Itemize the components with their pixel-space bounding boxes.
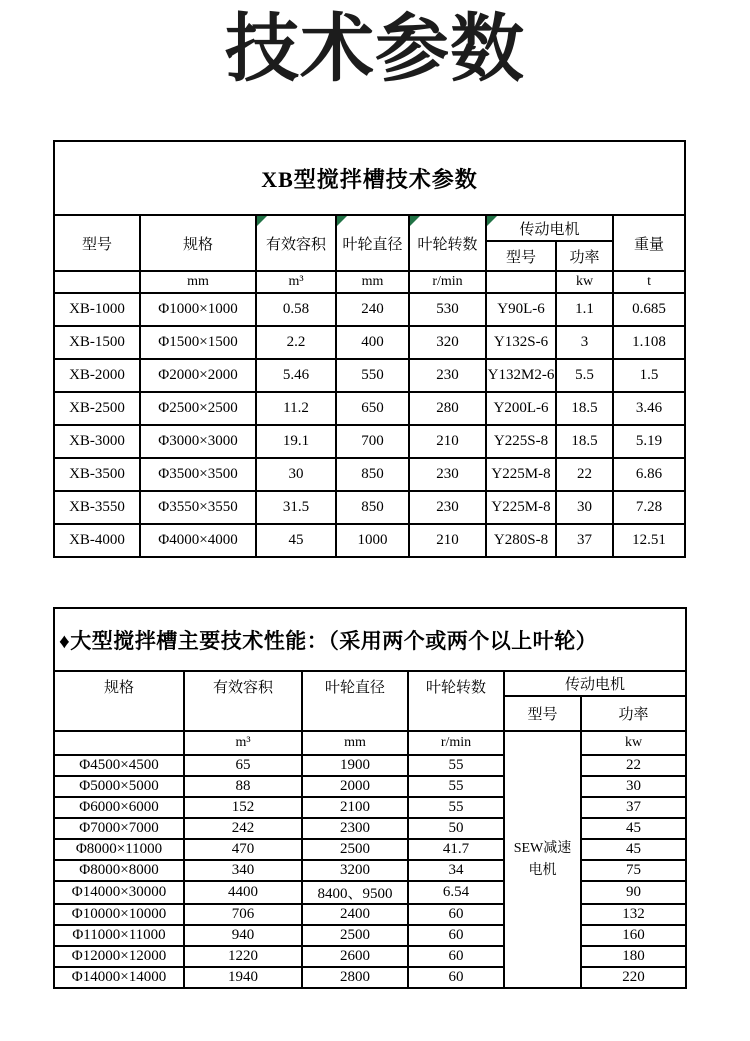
table-cell: 65: [184, 755, 302, 776]
table-row: [54, 359, 685, 392]
header-diameter: 叶轮直径: [302, 671, 408, 731]
table-cell: XB-2500: [54, 392, 140, 425]
table-cell: 2.2: [256, 326, 336, 359]
table-row: [54, 818, 686, 839]
table-cell: 180: [581, 946, 686, 967]
table2-header-row-1: [54, 671, 686, 696]
header-speed: 叶轮转数: [408, 671, 504, 731]
table-cell: Φ8000×11000: [54, 839, 184, 860]
table-cell: Φ3500×3500: [140, 458, 256, 491]
table-row: [54, 797, 686, 818]
table-cell: 11.2: [256, 392, 336, 425]
table-cell: 55: [408, 776, 504, 797]
table-cell: 230: [409, 359, 486, 392]
table-cell: 5.19: [613, 425, 685, 458]
table-cell: Y90L-6: [486, 293, 556, 326]
table-cell: 400: [336, 326, 409, 359]
table-cell: 60: [408, 925, 504, 946]
unit-cell: mm: [302, 731, 408, 755]
table-cell: Φ4000×4000: [140, 524, 256, 557]
unit-cell: m³: [184, 731, 302, 755]
table-cell: 55: [408, 755, 504, 776]
table-row: [54, 425, 685, 458]
table-cell: Φ3000×3000: [140, 425, 256, 458]
table-cell: Y200L-6: [486, 392, 556, 425]
header-motor-model: 型号: [486, 241, 556, 271]
header-motor-model: 型号: [504, 696, 581, 731]
table-cell: Φ4500×4500: [54, 755, 184, 776]
table-cell: 6.54: [408, 881, 504, 904]
table-cell: 0.685: [613, 293, 685, 326]
table-cell: 210: [409, 425, 486, 458]
table-cell: 240: [336, 293, 409, 326]
header-volume: 有效容积: [256, 215, 336, 271]
header-motor-power: 功率: [581, 696, 686, 731]
table-cell: 6.86: [613, 458, 685, 491]
table-cell: Φ10000×10000: [54, 904, 184, 925]
table-cell: Φ5000×5000: [54, 776, 184, 797]
xb-spec-table: [53, 140, 686, 558]
table-cell: 242: [184, 818, 302, 839]
table-cell: Y132M2-6: [486, 359, 556, 392]
table-cell: 470: [184, 839, 302, 860]
table-row: [54, 881, 686, 904]
table-cell: 2600: [302, 946, 408, 967]
table-cell: 4400: [184, 881, 302, 904]
table-cell: 18.5: [556, 392, 613, 425]
table-row: [54, 524, 685, 557]
header-weight: 重量: [613, 215, 685, 271]
table-cell: 19.1: [256, 425, 336, 458]
table-cell: Y132S-6: [486, 326, 556, 359]
table-cell: 60: [408, 904, 504, 925]
header-volume: 有效容积: [184, 671, 302, 731]
table-cell: 2500: [302, 839, 408, 860]
table-cell: Φ11000×11000: [54, 925, 184, 946]
header-diameter: 叶轮直径: [336, 215, 409, 271]
table-cell: 3200: [302, 860, 408, 881]
table-cell: 280: [409, 392, 486, 425]
table-cell: 550: [336, 359, 409, 392]
table-cell: Y225M-8: [486, 491, 556, 524]
table-cell: 37: [556, 524, 613, 557]
table-cell: 5.5: [556, 359, 613, 392]
table-row: [54, 755, 686, 776]
large-tank-spec-table: [53, 607, 687, 989]
table-row: [54, 860, 686, 881]
table-cell: 706: [184, 904, 302, 925]
table-cell: 3: [556, 326, 613, 359]
table-cell: 2400: [302, 904, 408, 925]
unit-cell: r/min: [409, 271, 486, 293]
table-cell: 1000: [336, 524, 409, 557]
table-cell: 45: [581, 818, 686, 839]
table-cell: 41.7: [408, 839, 504, 860]
table-cell: 60: [408, 946, 504, 967]
table-cell: 230: [409, 491, 486, 524]
table-cell: 37: [581, 797, 686, 818]
table-cell: 340: [184, 860, 302, 881]
table-cell: XB-3000: [54, 425, 140, 458]
table-cell: Φ1500×1500: [140, 326, 256, 359]
table-row: [54, 946, 686, 967]
table1-header-row-1: [54, 215, 685, 241]
table-cell: Y225S-8: [486, 425, 556, 458]
table-cell: 22: [581, 755, 686, 776]
unit-cell: [54, 731, 184, 755]
table-cell: XB-3500: [54, 458, 140, 491]
table-cell: 90: [581, 881, 686, 904]
table-cell: 2300: [302, 818, 408, 839]
table-cell: 45: [581, 839, 686, 860]
table2-title: ♦大型搅拌槽主要技术性能：（采用两个或两个以上叶轮）: [54, 608, 686, 671]
unit-cell: kw: [556, 271, 613, 293]
header-model: 型号: [54, 215, 140, 271]
table-cell: 700: [336, 425, 409, 458]
table-cell: Φ2500×2500: [140, 392, 256, 425]
table-cell: 132: [581, 904, 686, 925]
table-cell: 2800: [302, 967, 408, 988]
table-cell: Φ14000×30000: [54, 881, 184, 904]
table-cell: 30: [256, 458, 336, 491]
table-cell: 75: [581, 860, 686, 881]
table-cell: 230: [409, 458, 486, 491]
table-cell: 1900: [302, 755, 408, 776]
table-cell: 3.46: [613, 392, 685, 425]
table-cell: 210: [409, 524, 486, 557]
table-cell: 1940: [184, 967, 302, 988]
table-row: [54, 925, 686, 946]
table-cell: 2000: [302, 776, 408, 797]
table-cell: 1220: [184, 946, 302, 967]
table-cell: 50: [408, 818, 504, 839]
table-cell: 1.5: [613, 359, 685, 392]
table-cell: XB-1500: [54, 326, 140, 359]
table-row: [54, 839, 686, 860]
table-row: [54, 293, 685, 326]
table-cell: 12.51: [613, 524, 685, 557]
table-cell: 45: [256, 524, 336, 557]
table-cell: 220: [581, 967, 686, 988]
table-cell: 2100: [302, 797, 408, 818]
table-cell: 530: [409, 293, 486, 326]
table-cell: Φ12000×12000: [54, 946, 184, 967]
table-cell: 22: [556, 458, 613, 491]
header-motor-group: 传动电机: [504, 671, 686, 696]
unit-cell: m³: [256, 271, 336, 293]
unit-cell: mm: [140, 271, 256, 293]
table-cell: 152: [184, 797, 302, 818]
table-cell: 2500: [302, 925, 408, 946]
table2-title-row: [54, 608, 686, 671]
unit-cell: t: [613, 271, 685, 293]
table-cell: 7.28: [613, 491, 685, 524]
unit-cell: mm: [336, 271, 409, 293]
table-row: [54, 392, 685, 425]
unit-cell: r/min: [408, 731, 504, 755]
table-cell: 8400、9500: [302, 881, 408, 904]
table-cell: 34: [408, 860, 504, 881]
table-cell: 5.46: [256, 359, 336, 392]
table-cell: 18.5: [556, 425, 613, 458]
header-spec: 规格: [54, 671, 184, 731]
table-cell: Y225M-8: [486, 458, 556, 491]
table-cell: Φ6000×6000: [54, 797, 184, 818]
unit-cell: kw: [581, 731, 686, 755]
table1-title-row: [54, 141, 685, 215]
table-cell: 1.108: [613, 326, 685, 359]
table-cell: XB-2000: [54, 359, 140, 392]
table1-title: XB型搅拌槽技术参数: [54, 141, 685, 215]
table-row: [54, 458, 685, 491]
table-cell: XB-1000: [54, 293, 140, 326]
table-cell: Φ1000×1000: [140, 293, 256, 326]
table-cell: 60: [408, 967, 504, 988]
table-cell: 30: [556, 491, 613, 524]
header-speed: 叶轮转数: [409, 215, 486, 271]
table-cell: Φ2000×2000: [140, 359, 256, 392]
table-cell: 650: [336, 392, 409, 425]
table-cell: 940: [184, 925, 302, 946]
table-row: [54, 776, 686, 797]
table-cell: 55: [408, 797, 504, 818]
table1-units-row: [54, 271, 685, 293]
table-cell: Φ14000×14000: [54, 967, 184, 988]
table-cell: Φ8000×8000: [54, 860, 184, 881]
header-motor-group: 传动电机: [486, 215, 613, 241]
table-cell: XB-4000: [54, 524, 140, 557]
table-row: [54, 967, 686, 988]
table-row: [54, 491, 685, 524]
table-cell: 1.1: [556, 293, 613, 326]
table-cell: 850: [336, 458, 409, 491]
table-cell: XB-3550: [54, 491, 140, 524]
table-cell: 160: [581, 925, 686, 946]
table-cell: 30: [581, 776, 686, 797]
unit-cell: [54, 271, 140, 293]
table-cell: Y280S-8: [486, 524, 556, 557]
unit-cell: [486, 271, 556, 293]
table-cell: 850: [336, 491, 409, 524]
table-cell: Φ3550×3550: [140, 491, 256, 524]
table-cell: 88: [184, 776, 302, 797]
header-motor-power: 功率: [556, 241, 613, 271]
table-cell: Φ7000×7000: [54, 818, 184, 839]
header-spec: 规格: [140, 215, 256, 271]
table2-units-row: [54, 731, 686, 755]
page-title: 技术参数: [225, 7, 525, 90]
table-cell: 31.5: [256, 491, 336, 524]
motor-model-merged-cell: SEW减速电机: [504, 731, 581, 988]
table-cell: 320: [409, 326, 486, 359]
table-row: [54, 904, 686, 925]
table-cell: 0.58: [256, 293, 336, 326]
table-row: [54, 326, 685, 359]
